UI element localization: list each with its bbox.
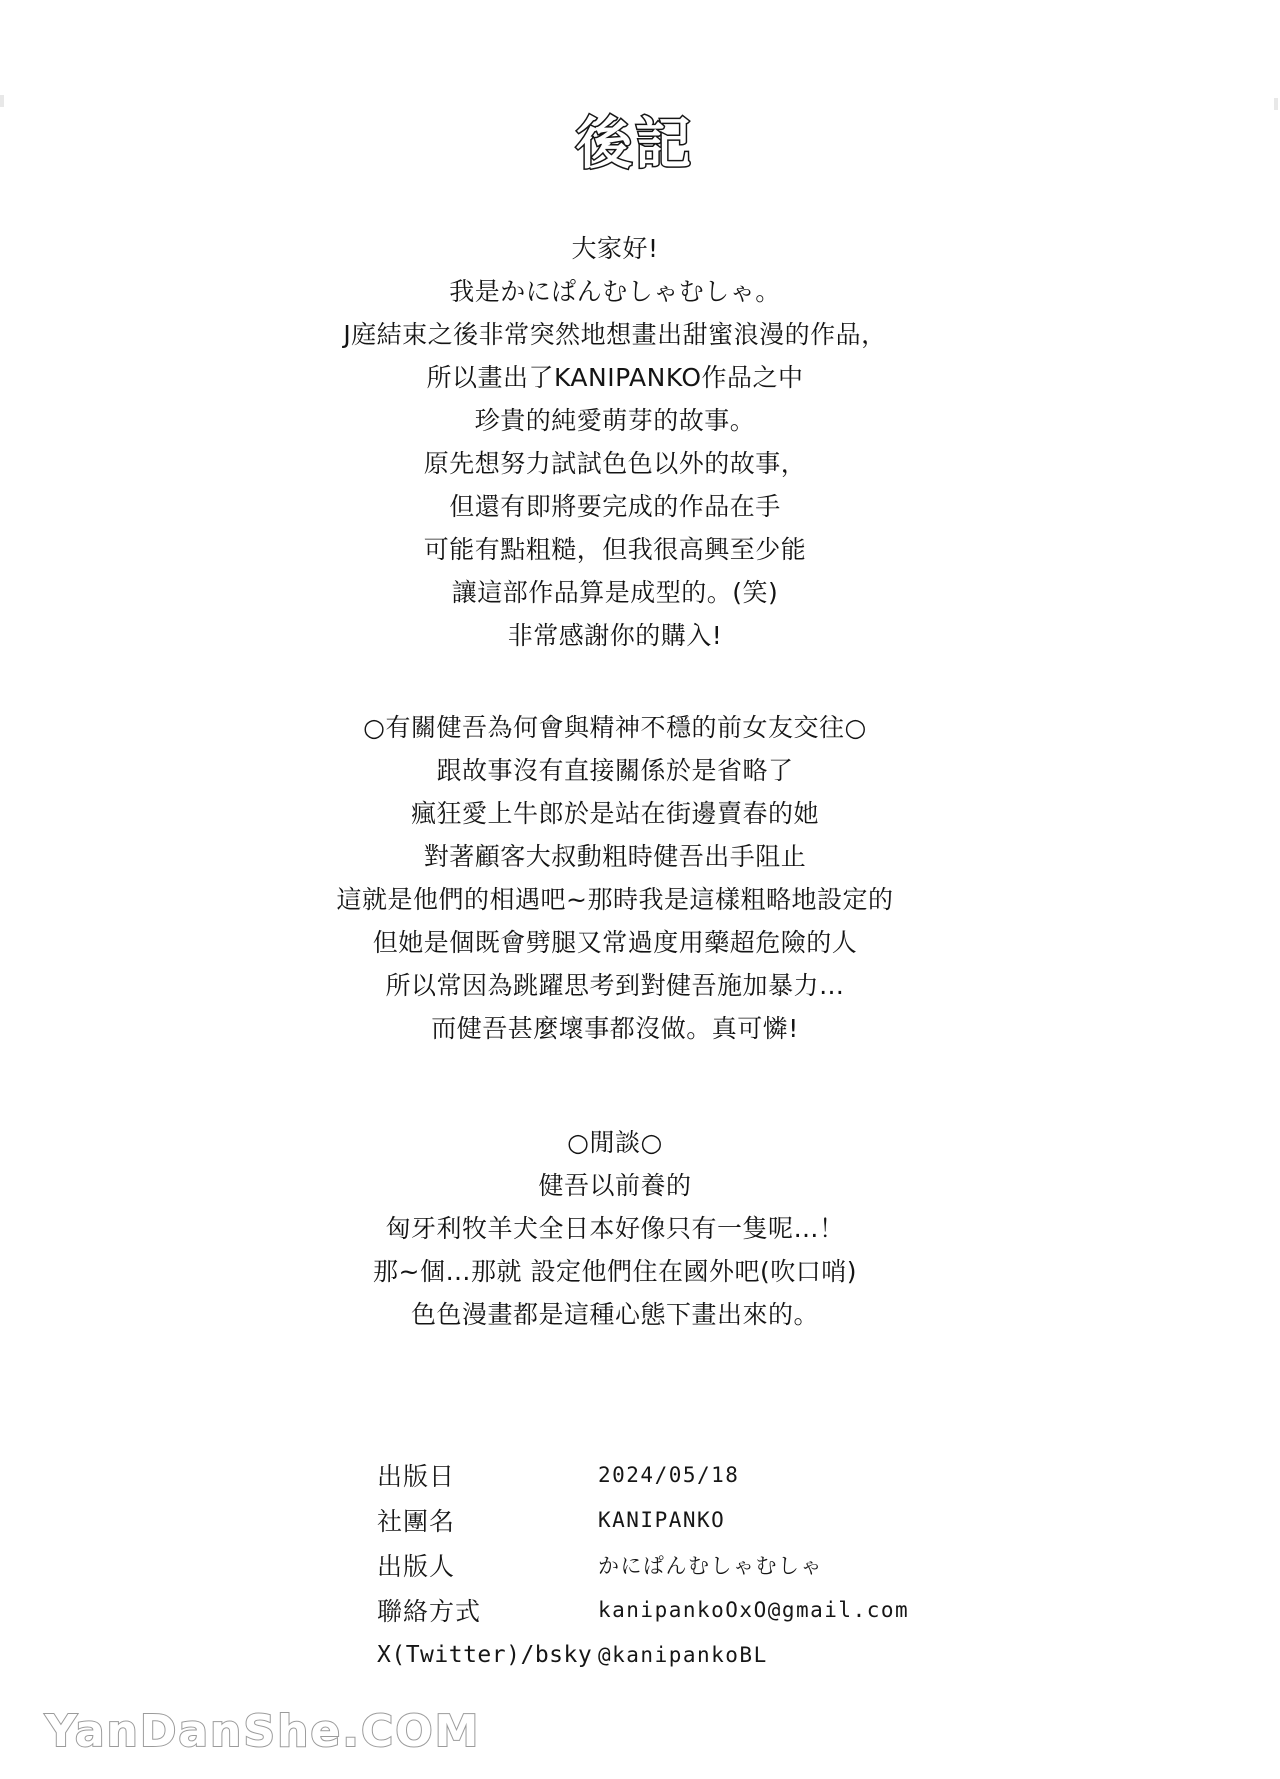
text-line: J庭結束之後非常突然地想畫出甜蜜浪漫的作品，	[343, 320, 887, 349]
text-line: 跟故事沒有直接關係於是省略了	[436, 756, 794, 785]
colophon	[377, 1452, 909, 1677]
colophon-label: 出版人	[377, 1551, 456, 1581]
text-line: 但還有即將要完成的作品在手	[449, 492, 781, 521]
text-line: 所以常因為跳躍思考到對健吾施加暴力…	[385, 971, 845, 1000]
colophon-value: 2024/05/18	[598, 1462, 740, 1487]
text-line: 而健吾甚麼壞事都沒做。真可憐!	[431, 1014, 799, 1043]
greeting-section	[0, 227, 1230, 657]
colophon-label: X(Twitter)/bsky	[377, 1641, 593, 1668]
backstory-section	[0, 706, 1230, 1050]
colophon-label: 社團名	[377, 1506, 456, 1536]
colophon-row-publisher	[377, 1542, 909, 1587]
colophon-label: 出版日	[377, 1461, 456, 1491]
text-line: 讓這部作品算是成型的。(笑)	[451, 578, 779, 607]
colophon-label: 聯絡方式	[377, 1596, 482, 1626]
text-line: 我是かにぱんむしゃむしゃ。	[449, 277, 781, 306]
text-line: 可能有點粗糙，但我很高興至少能	[423, 535, 807, 564]
colophon-value-email: kanipankoOxO@gmail.com	[598, 1597, 910, 1622]
text-line: 珍貴的純愛萌芽的故事。	[474, 406, 756, 435]
colophon-value: かにぱんむしゃむしゃ	[598, 1553, 823, 1578]
text-line: 這就是他們的相遇吧~那時我是這樣粗略地設定的	[336, 885, 894, 914]
text-line: 非常感謝你的購入!	[507, 621, 723, 650]
page-title: 後記	[576, 112, 694, 177]
text-line: 原先想努力試試色色以外的故事，	[423, 449, 807, 478]
colophon-row-circle-name	[377, 1497, 909, 1542]
text-line: 大家好!	[571, 234, 659, 263]
text-line: 但她是個既會劈腿又常過度用藥超危險的人	[372, 928, 858, 957]
text-line: 所以畫出了KANIPANKO作品之中	[426, 363, 804, 392]
watermark: YanDanShe.COM	[45, 1706, 481, 1757]
scan-artifact	[1274, 98, 1278, 110]
colophon-value: KANIPANKO	[598, 1507, 726, 1532]
section-heading: ○閒談○	[567, 1128, 663, 1157]
text-line: 健吾以前養的	[538, 1171, 692, 1200]
colophon-row-social	[377, 1632, 909, 1677]
text-line: 瘋狂愛上牛郎於是站在街邊賣春的她	[410, 799, 819, 828]
text-line: 匈牙利牧羊犬全日本好像只有一隻呢…！	[385, 1214, 845, 1243]
text-line: 色色漫畫都是這種心態下畫出來的。	[410, 1300, 819, 1329]
section-heading: ○有關健吾為何會與精神不穩的前女友交往○	[363, 713, 867, 742]
colophon-row-contact	[377, 1587, 909, 1632]
smalltalk-section	[0, 1121, 1230, 1336]
text-line: 對著顧客大叔動粗時健吾出手阻止	[423, 842, 807, 871]
colophon-value-social-handle: @kanipankoBL	[598, 1642, 768, 1667]
text-line: 那~個…那就 設定他們住在國外吧(吹口哨)	[373, 1257, 857, 1286]
colophon-row-publish-date	[377, 1452, 909, 1497]
